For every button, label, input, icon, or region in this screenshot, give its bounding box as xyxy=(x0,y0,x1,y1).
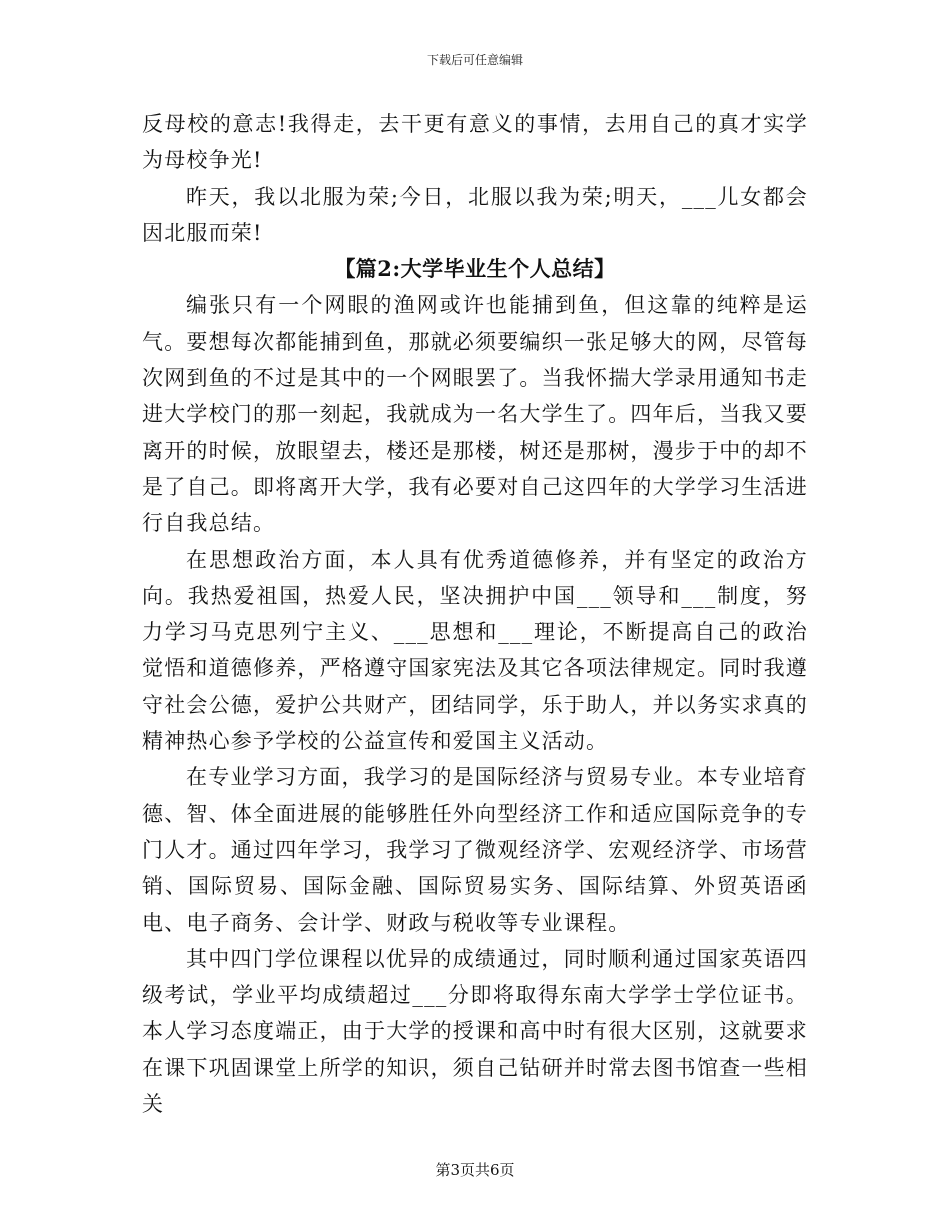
page-header: 下载后可任意编辑 xyxy=(426,53,523,67)
paragraph-academic: 其中四门学位课程以优异的成绩通过，同时顺利通过国家英语四级考试，学业平均成绩超过___分即将取得东南大学学士学位证书。本人学习态度端正，由于大学的授课和高中时有很大区别，这就要求在课下巩固课堂上所学的知识，须自己钻研并时常去图书馆查一些相关 xyxy=(142,946,808,1117)
paragraph-closing: 昨天，我以北服为荣;今日，北服以我为荣;明天，___儿女都会因北服而荣! xyxy=(142,184,808,245)
paragraph-professional: 在专业学习方面，我学习的是国际经济与贸易专业。本专业培育德、智、体全面进展的能够胜任外向型经济工作和适应国际竞争的专门人才。通过四年学习，我学习了微观经济学、宏观经济学、市场营销、国际贸易、国际金融、国际贸易实务、国际结算、外贸英语函电、电子商务、会计学、财政与税收等专业课程。 xyxy=(142,765,808,935)
paragraph-political: 在思想政治方面，本人具有优秀道德修养，并有坚定的政治方向。我热爱祖国，热爱人民，坚决拥护中国___领导和___制度，努力学习马克思列宁主义、___思想和___理论，不断提高自己的政治觉悟和道德修养，严格遵守国家宪法及其它各项法律规定。同时我遵守社会公德，爱护公共财产，团结同学，乐于助人，并以务实求真的精神热心参予学校的公益宣传和爱国主义活动。 xyxy=(142,547,808,754)
paragraph-intro: 编张只有一个网眼的渔网或许也能捕到鱼，但这靠的纯粹是运气。要想每次都能捕到鱼，那就必须要编织一张足够大的网，尽管每次网到鱼的不过是其中的一个网眼罢了。当我怀揣大学录用通知书走进大学校门的那一刻起，我就成为一名大学生了。四年后，当我又要离开的时候，放眼望去，楼还是那楼，树还是那树，漫步于中的却不是了自己。即将离开大学，我有必要对自己这四年的大学学习生活进行自我总结。 xyxy=(142,293,808,536)
section-heading: 【篇2:大学毕业生个人总结】 xyxy=(334,256,616,282)
document-body xyxy=(142,106,808,1122)
paragraph-continuation: 反母校的意志!我得走，去干更有意义的事情，去用自己的真才实学为母校争光! xyxy=(142,112,808,173)
page-number: 第3页共6页 xyxy=(435,1161,515,1179)
